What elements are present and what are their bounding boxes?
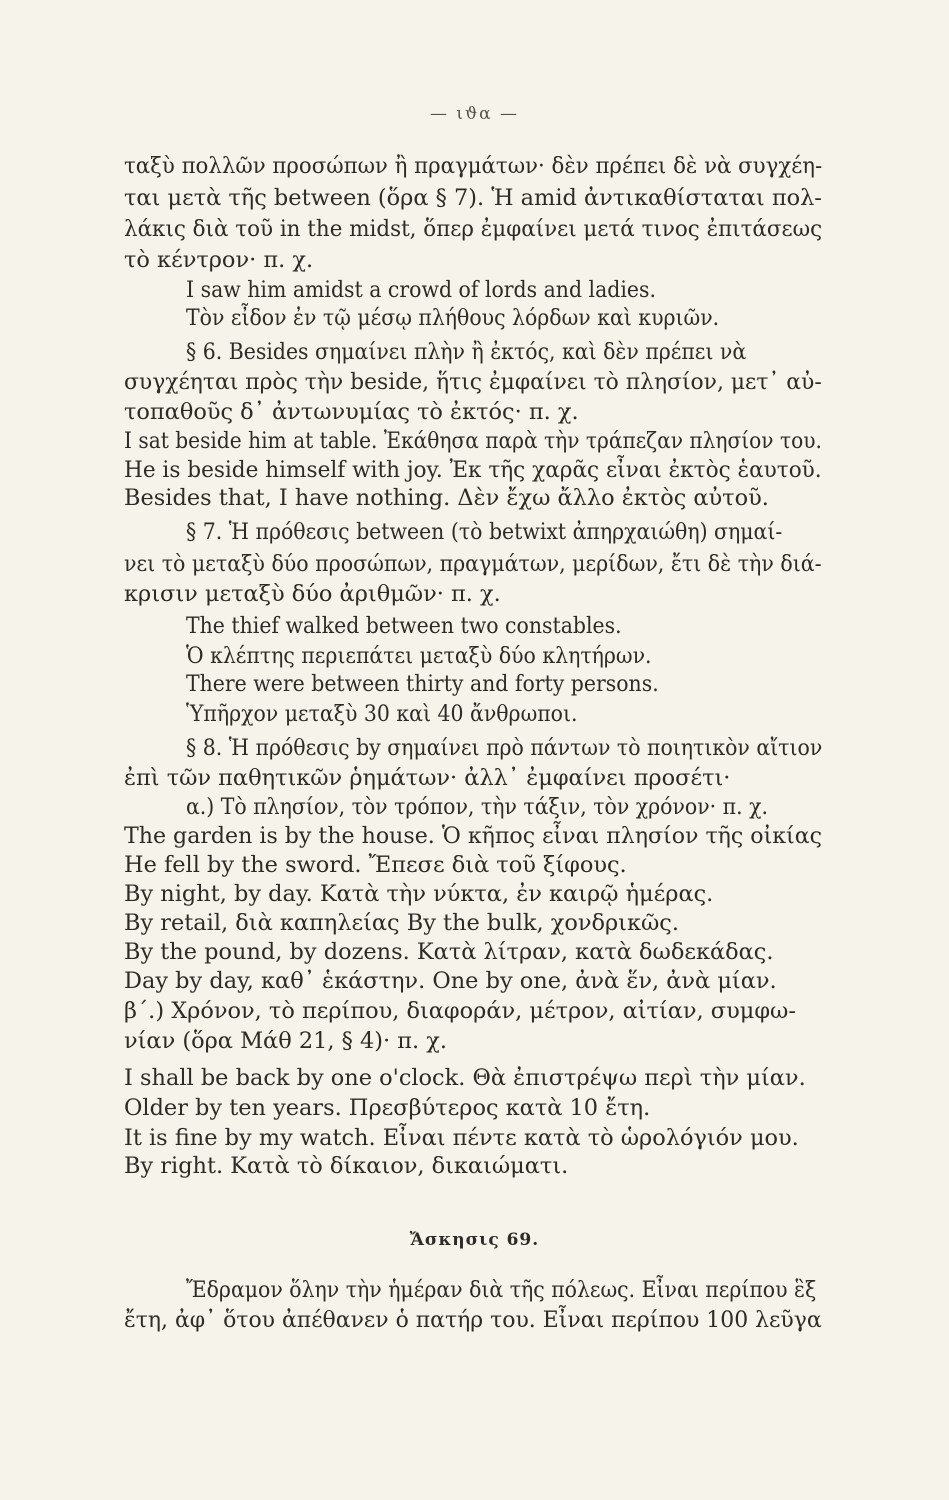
text-line: Ὑπῆρχον μεταξὺ 30 καὶ 40 ἄνθρωποι. bbox=[186, 701, 578, 727]
text-line: Ἔδραμον ὅλην τὴν ἡμέραν διὰ τῆς πόλεως. Εἶναι περίπου ἓξ bbox=[186, 1277, 817, 1303]
section-6-heading: § 6. Besides σημαίνει πλὴν ἢ ἐκτός, καὶ δὲν πρέπει νὰ bbox=[186, 339, 747, 365]
text-line: By night, by day. Κατὰ τὴν νύκτα, ἐν καιρῷ ἡμέρας. bbox=[124, 881, 714, 907]
text-line: By right. Κατὰ τὸ δίκαιον, δικαιώματι. bbox=[124, 1153, 569, 1179]
text-line: ἐπὶ τῶν παθητικῶν ῥημάτων· ἀλλ᾿ ἐμφαίνει προσέτι· bbox=[124, 765, 731, 791]
text-line: By the pound, by dozens. Κατὰ λίτραν, κατὰ δωδεκάδας. bbox=[124, 939, 774, 965]
text-line: ταξὺ πολλῶν προσώπων ἢ πραγμάτων· δὲν πρέπει δὲ νὰ συγχέη- bbox=[124, 153, 823, 179]
text-line: νει τὸ μεταξὺ δύο προσώπων, πραγμάτων, μερίδων, ἔτι δὲ τὴν διά- bbox=[124, 551, 822, 577]
text-line: Older by ten years. Πρεσβύτερος κατὰ 10 ἔτη. bbox=[124, 1095, 651, 1121]
text-line: Ὁ κλέπτης περιεπάτει μεταξὺ δύο κλητήρων. bbox=[186, 643, 652, 669]
text-line: συγχέηται πρὸς τὴν beside, ἥτις ἐμφαίνει τὸ πλησίον, μετ᾿ αὐ- bbox=[124, 369, 822, 395]
text-line: The garden is by the house. Ὁ κῆπος εἶναι πλησίον τῆς οἰκίας bbox=[124, 823, 823, 849]
text-line: κρισιν μεταξὺ δύο ἀριθμῶν· π. χ. bbox=[124, 581, 501, 607]
text-line: α.) Τὸ πλησίον, τὸν τρόπον, τὴν τάξιν, τὸν χρόνον· π. χ. bbox=[186, 794, 768, 820]
text-line: ται μετὰ τῆς between (ὅρα § 7). Ἡ amid ἀντικαθίσταται πολ- bbox=[124, 185, 822, 211]
text-line: Besides that, I have nothing. Δὲν ἔχω ἄλλο ἐκτὸς αὐτοῦ. bbox=[124, 485, 769, 511]
text-line: He fell by the sword. Ἔπεσε διὰ τοῦ ξίφους. bbox=[124, 852, 627, 878]
text-line: I sat beside him at table. Ἐκάθησα παρὰ τὴν τράπεζαν πλησίον του. bbox=[124, 428, 822, 454]
text-line: Day by day, καθ᾿ ἑκάστην. One by one, ἀνὰ ἕν, ἀνὰ μίαν. bbox=[124, 968, 777, 994]
section-8-heading: § 8. Ἡ πρόθεσις by σημαίνει πρὸ πάντων τὸ ποιητικὸν αἴτιον bbox=[186, 735, 823, 761]
text-line: I shall be back by one o'clock. Θὰ ἐπιστρέψω περὶ τὴν μίαν. bbox=[124, 1065, 806, 1091]
text-line: Τὸν εἶδον ἐν τῷ μέσῳ πλήθους λόρδων καὶ κυριῶν. bbox=[186, 305, 720, 331]
text-line: There were between thirty and forty persons. bbox=[186, 671, 659, 697]
text-line: ἔτη, ἀφ᾿ ὅτου ἀπέθανεν ὁ πατήρ του. Εἶναι περίπου 100 λεῦγα bbox=[124, 1307, 822, 1333]
text-line: νίαν (ὅρα Μάθ 21, § 4)· π. χ. bbox=[124, 1028, 448, 1054]
text-line: β΄.) Χρόνον, τὸ περίπου, διαφοράν, μέτρον, αἰτίαν, συμφω- bbox=[124, 998, 796, 1024]
text-line: τοπαθοῦς δ᾿ ἀντωνυμίας τὸ ἐκτός· π. χ. bbox=[124, 399, 579, 425]
text-line: By retail, διὰ καπηλείας By the bulk, χονδρικῶς. bbox=[124, 910, 679, 936]
section-7-heading: § 7. Ἡ πρόθεσις between (τὸ betwixt ἀπηρχαιώθη) σημαί- bbox=[186, 519, 783, 545]
text-line: It is fine by my watch. Εἶναι πέντε κατὰ τὸ ὡρολόγιόν μου. bbox=[124, 1125, 799, 1151]
exercise-heading: Ἄσκησις 69. bbox=[409, 1230, 540, 1250]
text-line: τὸ κέντρον· π. χ. bbox=[124, 247, 314, 273]
text-line: λάκις διὰ τοῦ in the midst, ὅπερ ἐμφαίνει μετά τινος ἐπιτάσεως bbox=[124, 216, 823, 242]
page-number-header: — ιϑα — bbox=[429, 104, 520, 124]
text-line: The thief walked between two constables. bbox=[186, 613, 622, 639]
text-line: I saw him amidst a crowd of lords and ladies. bbox=[186, 277, 657, 303]
text-line: He is beside himself with joy. Ἐκ τῆς χαρᾶς εἶναι ἐκτὸς ἑαυτοῦ. bbox=[124, 457, 822, 483]
